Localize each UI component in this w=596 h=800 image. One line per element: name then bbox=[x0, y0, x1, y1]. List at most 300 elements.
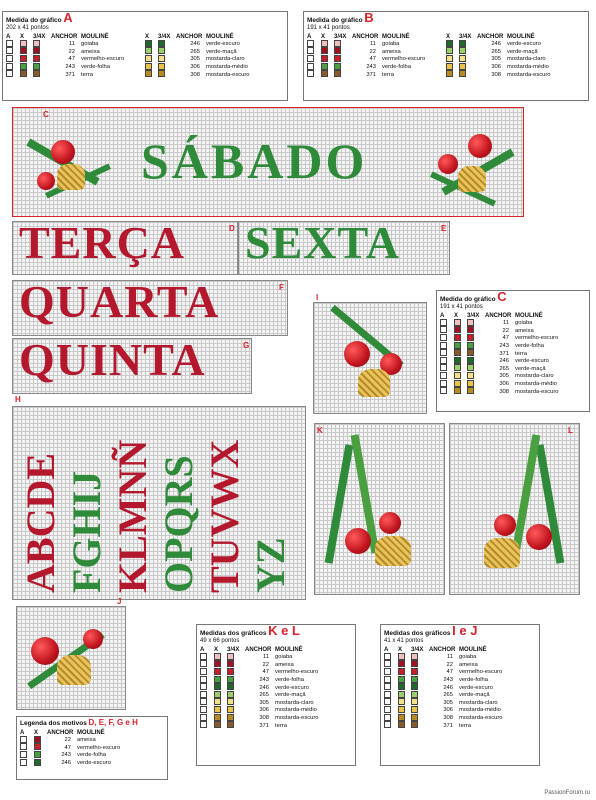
three-quarter-swatch-icon bbox=[227, 683, 234, 690]
symbol-box-icon bbox=[20, 743, 27, 750]
mouline-name: goiaba bbox=[515, 320, 533, 327]
mouline-name: verde-folha bbox=[515, 343, 545, 350]
mouline-name: verde-maçã bbox=[507, 48, 538, 55]
three-quarter-swatch-icon bbox=[33, 47, 40, 54]
anchor-number: 308 bbox=[190, 71, 200, 78]
legend-b bbox=[303, 11, 589, 101]
three-quarter-swatch-icon bbox=[227, 691, 234, 698]
col-a: A bbox=[307, 34, 312, 40]
symbol-box-icon bbox=[6, 47, 13, 54]
mouline-name: verde-escuro bbox=[515, 358, 549, 365]
three-quarter-swatch-icon bbox=[411, 668, 418, 675]
word-sexta: SEXTA bbox=[245, 217, 400, 268]
mouline-name: goiaba bbox=[81, 41, 99, 48]
symbol-box-icon bbox=[384, 683, 391, 690]
symbol-box-icon bbox=[440, 342, 447, 349]
footer-watermark: PassionForum.ru bbox=[544, 790, 590, 796]
col-anchor: ANCHOR bbox=[47, 730, 74, 736]
mouline-name: mostarda-escuro bbox=[515, 388, 559, 395]
symbol-box-icon bbox=[6, 63, 13, 70]
chart-k-label: K bbox=[317, 426, 323, 435]
legend-line bbox=[307, 71, 585, 79]
three-quarter-swatch-icon bbox=[411, 714, 418, 721]
chart-k bbox=[314, 423, 445, 595]
legend-row bbox=[384, 722, 536, 730]
col-anchor-2: ANCHOR bbox=[176, 34, 203, 40]
legend-c-size: 191 x 41 pontos bbox=[440, 304, 483, 310]
color-swatch-icon bbox=[20, 63, 27, 70]
color-swatch-icon bbox=[214, 660, 221, 667]
legend-line bbox=[6, 71, 284, 79]
color-swatch-icon bbox=[214, 698, 221, 705]
anchor-number: 246 bbox=[491, 41, 501, 48]
anchor-number: 305 bbox=[491, 56, 501, 63]
color-swatch-icon bbox=[214, 706, 221, 713]
color-swatch-icon bbox=[34, 736, 41, 743]
anchor-number: 371 bbox=[499, 350, 509, 357]
color-swatch-icon bbox=[454, 319, 461, 326]
chart-h-label: H bbox=[15, 395, 21, 404]
anchor-number: 265 bbox=[499, 365, 509, 372]
legend-ij-rows bbox=[384, 654, 536, 730]
symbol-box-icon bbox=[440, 326, 447, 333]
anchor-number: 265 bbox=[190, 48, 200, 55]
symbol-box-icon bbox=[384, 653, 391, 660]
symbol-box-icon bbox=[6, 70, 13, 77]
legend-b-size: 191 x 41 pontos bbox=[307, 25, 350, 31]
red-ball-icon bbox=[344, 341, 370, 367]
three-quarter-swatch-icon bbox=[467, 372, 474, 379]
color-swatch-icon bbox=[446, 63, 453, 70]
color-swatch-icon bbox=[145, 47, 152, 54]
three-quarter-swatch-icon bbox=[158, 70, 165, 77]
anchor-number: 246 bbox=[259, 684, 269, 691]
anchor-number: 47 bbox=[502, 335, 509, 342]
legend-kl-letters: K e L bbox=[268, 623, 300, 638]
bell-icon bbox=[57, 164, 85, 190]
col-a: A bbox=[20, 730, 25, 736]
color-swatch-icon bbox=[454, 387, 461, 394]
mouline-name: mostarda-médio bbox=[459, 707, 501, 714]
three-quarter-swatch-icon bbox=[33, 40, 40, 47]
three-quarter-swatch-icon bbox=[227, 706, 234, 713]
legend-b-rows bbox=[307, 41, 585, 79]
bell-icon bbox=[375, 536, 411, 566]
symbol-box-icon bbox=[307, 47, 314, 54]
word-sabado: SÁBADO bbox=[141, 133, 368, 189]
anchor-number: 22 bbox=[262, 661, 269, 668]
color-swatch-icon bbox=[454, 349, 461, 356]
col-x-2: X bbox=[446, 34, 451, 40]
chart-j-label: J bbox=[117, 597, 122, 606]
col-x: X bbox=[321, 34, 326, 40]
three-quarter-swatch-icon bbox=[33, 55, 40, 62]
anchor-number: 265 bbox=[443, 692, 453, 699]
anchor-number: 306 bbox=[499, 381, 509, 388]
symbol-box-icon bbox=[200, 698, 207, 705]
three-quarter-swatch-icon bbox=[158, 63, 165, 70]
mouline-name: verde-escuro bbox=[275, 684, 309, 691]
three-quarter-swatch-icon bbox=[467, 342, 474, 349]
col-34x: 3/4X bbox=[467, 313, 480, 319]
red-ball-icon bbox=[438, 154, 458, 174]
mouline-name: verde-maçã bbox=[206, 48, 237, 55]
mouline-name: goiaba bbox=[275, 654, 293, 661]
red-ball-icon bbox=[345, 528, 371, 554]
col-mouline: MOULINÉ bbox=[275, 647, 303, 653]
symbol-box-icon bbox=[200, 676, 207, 683]
three-quarter-swatch-icon bbox=[227, 668, 234, 675]
chart-g-label: G bbox=[243, 341, 250, 350]
alphabet-column: YZ bbox=[248, 537, 293, 593]
three-quarter-swatch-icon bbox=[334, 70, 341, 77]
color-swatch-icon bbox=[145, 63, 152, 70]
symbol-box-icon bbox=[384, 660, 391, 667]
color-swatch-icon bbox=[20, 55, 27, 62]
color-swatch-icon bbox=[454, 364, 461, 371]
red-ball-icon bbox=[468, 134, 492, 158]
symbol-box-icon bbox=[384, 668, 391, 675]
mouline-name: ameixa bbox=[275, 661, 294, 668]
col-anchor-2: ANCHOR bbox=[477, 34, 504, 40]
color-swatch-icon bbox=[214, 683, 221, 690]
three-quarter-swatch-icon bbox=[459, 47, 466, 54]
col-mouline: MOULINÉ bbox=[382, 34, 410, 40]
anchor-number: 265 bbox=[259, 692, 269, 699]
mouline-name: verde-escuro bbox=[459, 684, 493, 691]
alphabet-column: OPQRS bbox=[156, 455, 201, 593]
legend-a-title: Medida do gráfico bbox=[6, 17, 62, 24]
color-swatch-icon bbox=[214, 668, 221, 675]
anchor-number: 47 bbox=[446, 669, 453, 676]
mouline-name: terra bbox=[459, 722, 471, 729]
mouline-name: verde-escuro bbox=[507, 41, 541, 48]
three-quarter-swatch-icon bbox=[411, 706, 418, 713]
mouline-name: mostarda-claro bbox=[275, 699, 314, 706]
three-quarter-swatch-icon bbox=[411, 653, 418, 660]
symbol-box-icon bbox=[307, 40, 314, 47]
anchor-number: 305 bbox=[259, 699, 269, 706]
col-anchor: ANCHOR bbox=[485, 313, 512, 319]
legend-a-rows bbox=[6, 41, 284, 79]
symbol-box-icon bbox=[440, 387, 447, 394]
bell-icon bbox=[57, 655, 91, 685]
color-swatch-icon bbox=[454, 334, 461, 341]
color-swatch-icon bbox=[34, 743, 41, 750]
three-quarter-swatch-icon bbox=[227, 714, 234, 721]
three-quarter-swatch-icon bbox=[227, 653, 234, 660]
mouline-name: verde-folha bbox=[459, 677, 489, 684]
mouline-name: vermelho-escuro bbox=[459, 669, 503, 676]
anchor-number: 47 bbox=[68, 56, 75, 63]
three-quarter-swatch-icon bbox=[459, 40, 466, 47]
mouline-name: terra bbox=[515, 350, 527, 357]
word-terca: TERÇA bbox=[19, 217, 186, 268]
color-swatch-icon bbox=[321, 47, 328, 54]
anchor-number: 22 bbox=[68, 48, 75, 55]
three-quarter-swatch-icon bbox=[459, 55, 466, 62]
anchor-number: 22 bbox=[502, 327, 509, 334]
symbol-box-icon bbox=[384, 691, 391, 698]
col-anchor: ANCHOR bbox=[429, 647, 456, 653]
color-swatch-icon bbox=[446, 70, 453, 77]
red-ball-icon bbox=[37, 172, 55, 190]
symbol-box-icon bbox=[20, 751, 27, 758]
legend-a-letter: A bbox=[63, 10, 73, 25]
anchor-number: 306 bbox=[190, 64, 200, 71]
mouline-name: mostarda-escuro bbox=[275, 715, 319, 722]
ornament-right bbox=[428, 128, 518, 208]
chart-g-quinta bbox=[12, 334, 252, 394]
anchor-number: 243 bbox=[65, 64, 75, 71]
three-quarter-swatch-icon bbox=[158, 55, 165, 62]
col-34x: 3/4X bbox=[33, 34, 46, 40]
anchor-number: 308 bbox=[499, 388, 509, 395]
symbol-box-icon bbox=[307, 63, 314, 70]
three-quarter-swatch-icon bbox=[411, 698, 418, 705]
three-quarter-swatch-icon bbox=[158, 47, 165, 54]
legend-b-title: Medida do gráfico bbox=[307, 17, 363, 24]
anchor-number: 11 bbox=[68, 41, 75, 48]
alphabet-column: KLMNÑ bbox=[110, 439, 155, 593]
anchor-number: 246 bbox=[61, 760, 71, 767]
anchor-number: 47 bbox=[262, 669, 269, 676]
color-swatch-icon bbox=[398, 698, 405, 705]
alphabet-column: TUVWX bbox=[202, 439, 247, 593]
col-a: A bbox=[200, 647, 205, 653]
legend-row bbox=[440, 388, 586, 396]
legend-ij-size: 41 x 41 pontos bbox=[384, 638, 424, 644]
mouline-name: vermelho-escuro bbox=[81, 56, 125, 63]
three-quarter-swatch-icon bbox=[467, 319, 474, 326]
symbol-box-icon bbox=[384, 714, 391, 721]
col-x: X bbox=[214, 647, 219, 653]
col-a: A bbox=[384, 647, 389, 653]
col-mouline-2: MOULINÉ bbox=[206, 34, 234, 40]
anchor-number: 246 bbox=[443, 684, 453, 691]
color-swatch-icon bbox=[446, 55, 453, 62]
red-ball-icon bbox=[494, 514, 516, 536]
anchor-number: 243 bbox=[366, 64, 376, 71]
symbol-box-icon bbox=[384, 676, 391, 683]
color-swatch-icon bbox=[398, 721, 405, 728]
three-quarter-swatch-icon bbox=[334, 40, 341, 47]
mouline-name: ameixa bbox=[382, 48, 401, 55]
color-swatch-icon bbox=[214, 714, 221, 721]
col-x: X bbox=[34, 730, 39, 736]
mouline-name: verde-maçã bbox=[459, 692, 490, 699]
mouline-name: vermelho-escuro bbox=[77, 744, 121, 751]
symbol-box-icon bbox=[200, 691, 207, 698]
anchor-number: 11 bbox=[446, 654, 453, 661]
legend-ij bbox=[380, 624, 540, 766]
three-quarter-swatch-icon bbox=[467, 326, 474, 333]
col-mouline-2: MOULINÉ bbox=[507, 34, 535, 40]
three-quarter-swatch-icon bbox=[411, 691, 418, 698]
mouline-name: verde-folha bbox=[275, 677, 305, 684]
three-quarter-swatch-icon bbox=[411, 721, 418, 728]
anchor-number: 22 bbox=[64, 737, 71, 744]
red-ball-icon bbox=[526, 524, 552, 550]
chart-c-label: C bbox=[43, 110, 49, 119]
three-quarter-swatch-icon bbox=[467, 380, 474, 387]
legend-motivos bbox=[16, 716, 168, 780]
legend-a-size: 202 x 41 pontos bbox=[6, 25, 49, 31]
col-anchor: ANCHOR bbox=[51, 34, 78, 40]
col-34x: 3/4X bbox=[411, 647, 424, 653]
mouline-name: mostarda-escuro bbox=[459, 715, 503, 722]
color-swatch-icon bbox=[214, 653, 221, 660]
chart-l bbox=[449, 423, 580, 595]
symbol-box-icon bbox=[440, 380, 447, 387]
three-quarter-swatch-icon bbox=[158, 40, 165, 47]
col-mouline: MOULINÉ bbox=[77, 730, 105, 736]
mouline-name: terra bbox=[81, 71, 93, 78]
symbol-box-icon bbox=[20, 736, 27, 743]
mouline-name: mostarda-médio bbox=[507, 64, 549, 71]
bell-icon bbox=[358, 369, 390, 397]
three-quarter-swatch-icon bbox=[33, 63, 40, 70]
color-swatch-icon bbox=[321, 70, 328, 77]
col-34x-2: 3/4X bbox=[459, 34, 472, 40]
color-swatch-icon bbox=[446, 47, 453, 54]
legend-c-letter: C bbox=[497, 289, 507, 304]
symbol-box-icon bbox=[200, 683, 207, 690]
color-swatch-icon bbox=[321, 55, 328, 62]
symbol-box-icon bbox=[6, 40, 13, 47]
col-mouline: MOULINÉ bbox=[459, 647, 487, 653]
mouline-name: verde-escuro bbox=[77, 760, 111, 767]
bell-icon bbox=[458, 166, 486, 192]
anchor-number: 22 bbox=[369, 48, 376, 55]
chart-c-sabado bbox=[12, 107, 524, 217]
legend-row bbox=[6, 71, 129, 79]
anchor-number: 308 bbox=[491, 71, 501, 78]
color-swatch-icon bbox=[214, 691, 221, 698]
anchor-number: 306 bbox=[259, 707, 269, 714]
anchor-number: 371 bbox=[259, 722, 269, 729]
three-quarter-swatch-icon bbox=[467, 357, 474, 364]
symbol-box-icon bbox=[200, 714, 207, 721]
anchor-number: 306 bbox=[443, 707, 453, 714]
legend-motivos-letters: D, E, F, G e H bbox=[88, 718, 138, 727]
mouline-name: verde-folha bbox=[81, 64, 111, 71]
mouline-name: verde-maçã bbox=[515, 365, 546, 372]
color-swatch-icon bbox=[20, 70, 27, 77]
anchor-number: 306 bbox=[491, 64, 501, 71]
anchor-number: 47 bbox=[369, 56, 376, 63]
three-quarter-swatch-icon bbox=[467, 334, 474, 341]
anchor-number: 305 bbox=[499, 373, 509, 380]
color-swatch-icon bbox=[398, 691, 405, 698]
three-quarter-swatch-icon bbox=[411, 660, 418, 667]
anchor-number: 371 bbox=[366, 71, 376, 78]
color-swatch-icon bbox=[20, 47, 27, 54]
three-quarter-swatch-icon bbox=[467, 387, 474, 394]
mouline-name: mostarda-claro bbox=[459, 699, 498, 706]
col-x-2: X bbox=[145, 34, 150, 40]
anchor-number: 305 bbox=[443, 699, 453, 706]
anchor-number: 243 bbox=[443, 677, 453, 684]
mouline-name: mostarda-médio bbox=[275, 707, 317, 714]
color-swatch-icon bbox=[398, 706, 405, 713]
anchor-number: 11 bbox=[369, 41, 376, 48]
mouline-name: mostarda-médio bbox=[206, 64, 248, 71]
symbol-box-icon bbox=[384, 706, 391, 713]
legend-a bbox=[2, 11, 288, 101]
mouline-name: mostarda-claro bbox=[515, 373, 554, 380]
symbol-box-icon bbox=[200, 706, 207, 713]
col-anchor: ANCHOR bbox=[245, 647, 272, 653]
anchor-number: 11 bbox=[502, 320, 509, 327]
color-swatch-icon bbox=[145, 70, 152, 77]
symbol-box-icon bbox=[200, 721, 207, 728]
mouline-name: ameixa bbox=[515, 327, 534, 334]
symbol-box-icon bbox=[20, 759, 27, 766]
color-swatch-icon bbox=[398, 714, 405, 721]
alphabet-column: ABCDE bbox=[18, 452, 63, 593]
chart-i bbox=[313, 293, 427, 414]
legend-motivos-title: Legenda dos motivos bbox=[20, 720, 87, 727]
legend-c-title: Medida do gráfico bbox=[440, 296, 496, 303]
symbol-box-icon bbox=[6, 55, 13, 62]
legend-c-rows bbox=[440, 320, 586, 396]
col-34x: 3/4X bbox=[334, 34, 347, 40]
legend-ij-letters: I e J bbox=[452, 623, 478, 638]
color-swatch-icon bbox=[145, 55, 152, 62]
symbol-box-icon bbox=[440, 319, 447, 326]
mouline-name: goiaba bbox=[382, 41, 400, 48]
anchor-number: 371 bbox=[65, 71, 75, 78]
three-quarter-swatch-icon bbox=[459, 63, 466, 70]
color-swatch-icon bbox=[214, 721, 221, 728]
col-x: X bbox=[20, 34, 25, 40]
mouline-name: ameixa bbox=[459, 661, 478, 668]
red-ball-icon bbox=[83, 629, 103, 649]
legend-kl-title: Medidas dos gráficos bbox=[200, 630, 267, 637]
col-mouline: MOULINÉ bbox=[515, 313, 543, 319]
symbol-box-icon bbox=[384, 721, 391, 728]
chart-l-label: L bbox=[568, 426, 573, 435]
anchor-number: 305 bbox=[190, 56, 200, 63]
mouline-name: mostarda-claro bbox=[206, 56, 245, 63]
anchor-number: 22 bbox=[446, 661, 453, 668]
anchor-number: 243 bbox=[499, 343, 509, 350]
col-34x: 3/4X bbox=[227, 647, 240, 653]
three-quarter-swatch-icon bbox=[227, 676, 234, 683]
symbol-box-icon bbox=[440, 349, 447, 356]
anchor-number: 47 bbox=[64, 744, 71, 751]
mouline-name: verde-escuro bbox=[206, 41, 240, 48]
legend-motivos-rows bbox=[20, 737, 164, 767]
symbol-box-icon bbox=[440, 357, 447, 364]
color-swatch-icon bbox=[454, 380, 461, 387]
color-swatch-icon bbox=[398, 683, 405, 690]
symbol-box-icon bbox=[200, 668, 207, 675]
legend-row bbox=[200, 722, 352, 730]
legend-row bbox=[20, 760, 164, 768]
mouline-name: terra bbox=[275, 722, 287, 729]
symbol-box-icon bbox=[307, 55, 314, 62]
three-quarter-swatch-icon bbox=[411, 683, 418, 690]
anchor-number: 243 bbox=[259, 677, 269, 684]
legend-c bbox=[436, 290, 590, 412]
anchor-number: 11 bbox=[262, 654, 269, 661]
three-quarter-swatch-icon bbox=[467, 364, 474, 371]
mouline-name: ameixa bbox=[81, 48, 100, 55]
col-x: X bbox=[454, 313, 459, 319]
three-quarter-swatch-icon bbox=[334, 63, 341, 70]
